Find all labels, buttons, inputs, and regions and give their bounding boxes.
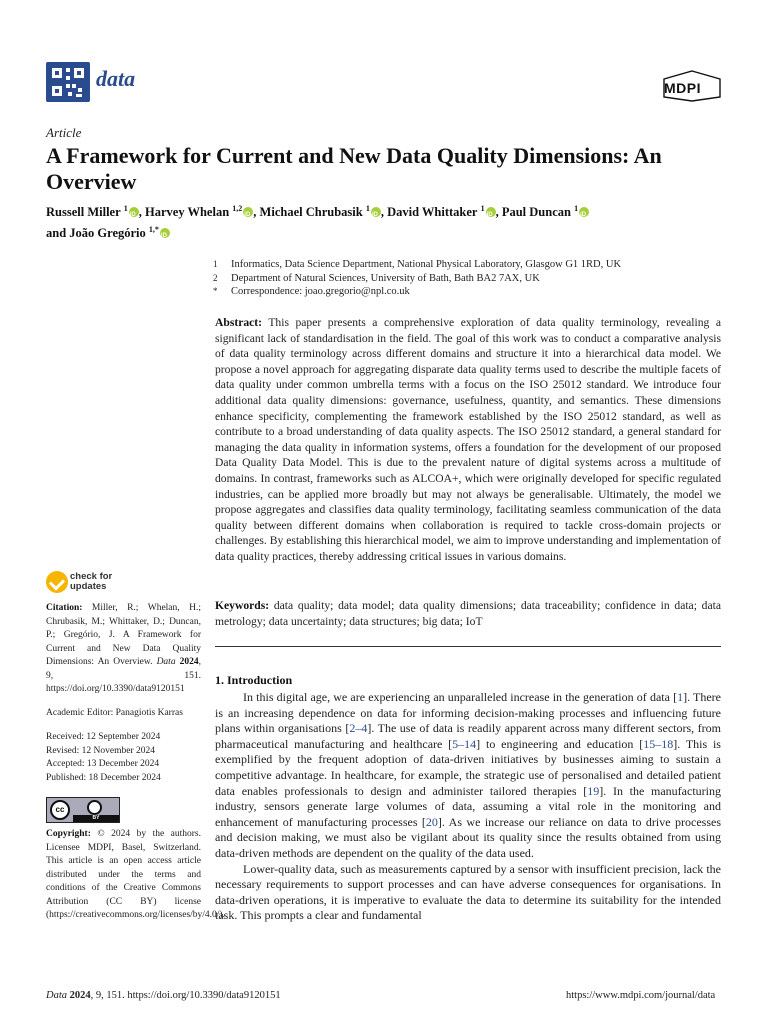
author-affil: 1 — [123, 204, 128, 213]
section-heading: 1. Introduction — [215, 673, 293, 687]
citation-link[interactable]: 2–4 — [349, 721, 368, 736]
check-for-updates-button[interactable]: check for updates — [46, 571, 166, 595]
author-affil: 1,* — [148, 225, 159, 235]
author-affil: 1 — [365, 204, 370, 213]
keywords-label: Keywords: — [215, 599, 270, 612]
orcid-icon[interactable] — [160, 228, 170, 238]
author-name: Russell Miller — [46, 205, 121, 220]
author-affil: 1 — [480, 204, 485, 213]
section-divider — [215, 646, 721, 647]
received-date: Received: 12 September 2024 — [46, 732, 161, 742]
citation-link[interactable]: 19 — [587, 783, 600, 798]
mdpi-logo — [662, 70, 722, 102]
article-title: A Framework for Current and New Data Quality Dimensions: An Overview — [46, 143, 662, 194]
citation-block: Citation: Miller, R.; Whelan, H.; Chrubasik, M.; Whittaker, D.; Duncan, P.; Gregório, J. A Framework for Current and New Data Quality Dimensions: An Overview. Data 2024, 9, 151. https://doi.org/10.3390/data9120151 — [46, 603, 202, 694]
publication-dates — [46, 731, 201, 785]
affiliation-item: 2 Department of Natural Sciences, University of Bath, Bath BA2 7AX, UK — [213, 272, 540, 284]
article-type: Article — [46, 125, 82, 140]
author-name: Michael Chrubasik — [259, 205, 363, 220]
accepted-date: Accepted: 13 December 2024 — [46, 759, 160, 769]
copyright-notice: Copyright: © 2024 by the authors. Licensee MDPI, Basel, Switzerland. This article is an open access article distributed under the terms and conditions of the Creative Commons Attribution (CC BY) license (https://creativecommons.org/licenses/by/4.0/). — [46, 829, 225, 920]
journal-name: data — [96, 66, 136, 91]
keywords — [215, 598, 721, 629]
orcid-icon[interactable] — [129, 207, 139, 217]
check-icon — [46, 571, 68, 593]
citation-link[interactable]: 15–18 — [643, 736, 674, 751]
orcid-icon[interactable] — [371, 207, 381, 217]
journal-logo-icon — [46, 62, 90, 102]
academic-editor: Academic Editor: Panagiotis Karras — [46, 708, 183, 718]
published-date: Published: 18 December 2024 — [46, 772, 161, 783]
abstract-text: This paper presents a comprehensive exploration of data quality terminology, revealing a significant lack of standardisation in the field. The goal of this work was to conduct a comparative analysis of data quality terminology across different domains and structure it into a hierarchical data model. We propose a novel approach for aggregating disparate data quality terms used to describe the multiple facets of data quality under common umbrella terms with a focus on the ISO 25012 standard. We introduce four additional data quality dimensions: governance, usefulness, quantity, and semantics. These dimensions enhance specificity, complementing the framework established by the ISO 25012 standard, as well as contribute to a broad understanding of data quality aspects. The ISO 25012 standard, a general standard for managing the data quality in information systems, offers a foundation for the development of our proposed Data Quality Data Model. This is due to the prevalent nature of digital systems across a multitude of domains. In contrast, frameworks such as ALCOA+, which were originally developed for specific regulated industries, can be applied more broadly but may not always be generalisable. Ultimately, the model we propose aggregates and classifies data quality terminology, facilitating seamless communication of the data quality between different domains when collaboration is required to tackle cross-domain projects or challenges. By establishing this hierarchical model, we aim to improve understanding and implementation of data quality practices, thereby addressing critical issues in various domains. — [215, 316, 721, 563]
abstract-label: Abstract: — [215, 316, 263, 329]
author-name: David Whittaker — [387, 205, 478, 220]
introduction-body — [215, 690, 721, 924]
author-name: Paul Duncan — [501, 205, 571, 220]
orcid-icon[interactable] — [486, 207, 496, 217]
cc-by-license-icon[interactable]: cc BY — [46, 797, 120, 823]
footer-journal-url[interactable]: https://www.mdpi.com/journal/data — [566, 990, 716, 1001]
paragraph: Lower-quality data, such as measurements captured by a sensor with insufficient precision, lack the necessary requirements to support processes and can have adverse consequences for organisations. In data-driven operations, it is imperative to evaluate the data to determine its suitability for the intended task. This prompts a clear and fundamental — [215, 861, 721, 923]
orcid-icon[interactable] — [579, 207, 589, 217]
author-list: Russell Miller $^1$iD , Harvey Whelan $^{1,2}$iD , Michael Chrubasik $^1$iD , David Whittaker $^1$iD , Paul Duncan $^1$iD and João Gregório $^{1,*}$iD — [46, 200, 736, 242]
footer-citation: Data 2024, 9, 151. https://doi.org/10.3390/data9120151 — [46, 990, 281, 1001]
author-name: and João Gregório — [46, 226, 146, 241]
correspondence: * Correspondence: joao.gregorio@npl.co.uk — [213, 286, 410, 297]
person-icon — [87, 800, 102, 815]
paragraph: In this digital age, we are experiencing an unparalleled increase in the generation of data [1]. There is an increasing dependence on data for informing decision-making processes and influencing future plans within organisations [2–4]. The use of data is readily apparent across many different sectors, from pharmaceutical manufacturing and healthcare [5–14] to engineering and education [15–18]. This is exemplified by the frequent adoption of data-driven initiatives by businesses aiming to sustain a competitive advantage. In healthcare, for example, the strategic use of personalised and detailed patient data enables professionals to design and administer tailored therapies [19]. In the manufacturing industry, sensors generate large volumes of data, assuming a vital role in the monitoring and enhancement of manufacturing processes [20]. As we increase our reliance on data to drive processes and decision making, we must also be vigilant about its quality since the results obtained from using data-driven methods are dependent on the quality of the data used. — [215, 690, 721, 860]
affiliation-item: 1 Informatics, Data Science Department, National Physical Laboratory, Glasgow G1 1RD, UK — [213, 259, 622, 270]
author-affil: 1,2 — [232, 204, 243, 213]
citation-link[interactable]: 1 — [677, 690, 684, 704]
author-name: Harvey Whelan — [145, 205, 230, 220]
author-affil: 1 — [574, 204, 579, 213]
orcid-icon[interactable] — [243, 207, 253, 217]
keywords-text: data quality; data model; data quality dimensions; data traceability; confidence in data; data metrology; data uncertainty; data structures; big data; IoT — [215, 599, 721, 628]
citation-link[interactable]: 20 — [425, 814, 438, 829]
revised-date: Revised: 12 November 2024 — [46, 745, 155, 756]
publisher-name: MDPI — [664, 80, 701, 96]
affiliations — [213, 258, 733, 299]
citation-link[interactable]: 5–14 — [452, 736, 477, 751]
abstract — [215, 315, 721, 565]
